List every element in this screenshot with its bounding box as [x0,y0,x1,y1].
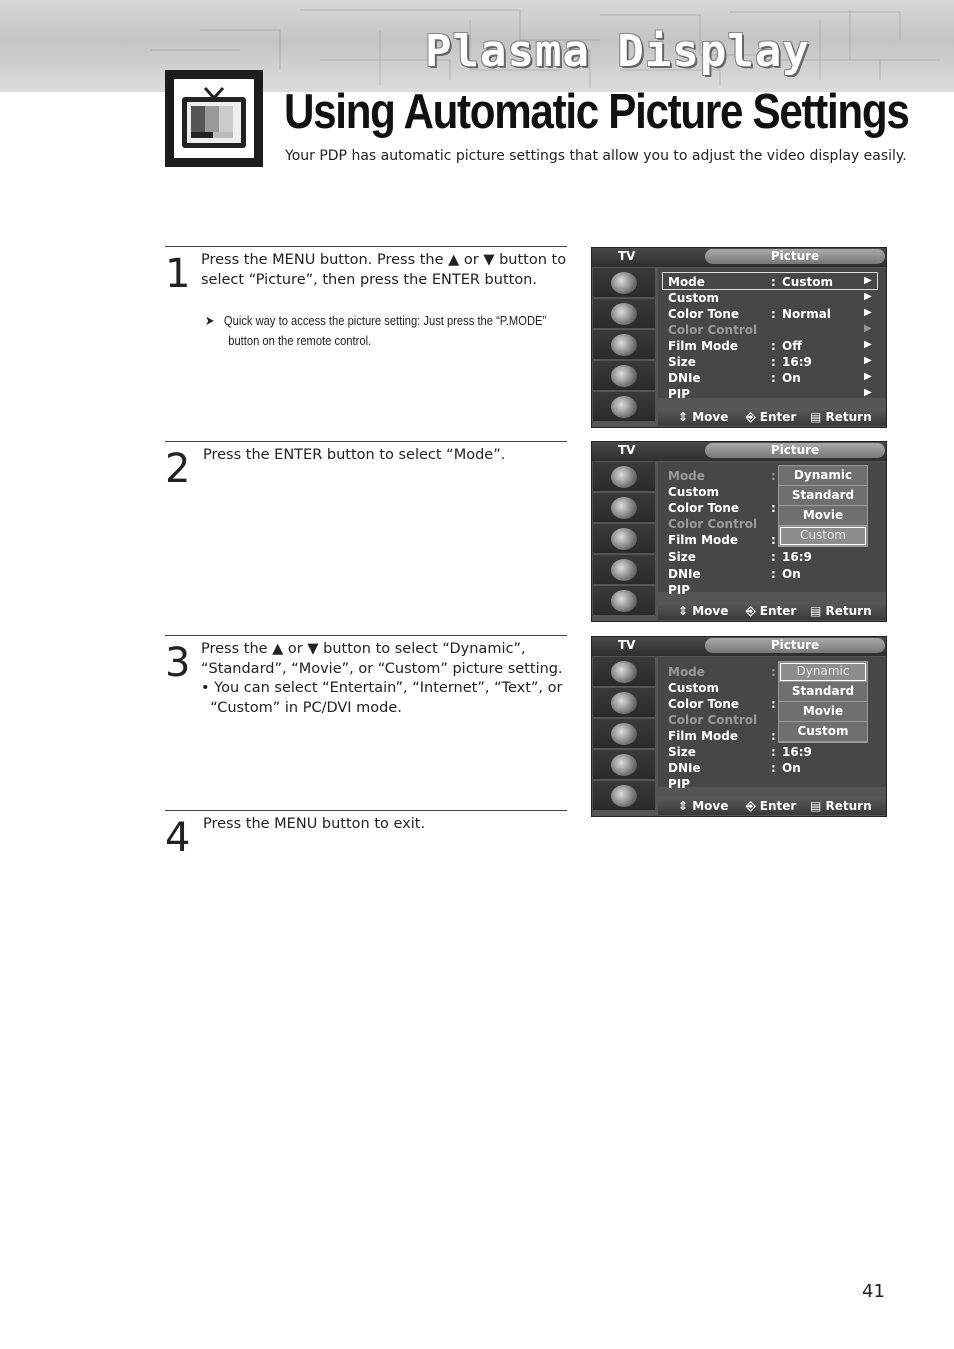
arrow-icon: ➤ [205,313,215,328]
step-text [201,640,563,718]
channel-icon [593,361,655,390]
setup-icon [593,781,655,810]
osd-tv-label: TV [618,443,636,457]
step-2 [165,441,567,632]
osd-sidebar [593,462,657,617]
return-hint: ▤ Return [810,799,872,813]
channel-icon [593,750,655,779]
step-number: 1 [165,251,191,297]
step-line: Press the ENTER button to select “Mode”. [203,447,506,463]
osd-menu: Mode : Custom Color Tone : Color Control Film Mode : Size : 16:9 DNIe : On PIP [658,462,886,592]
option-standard[interactable]: Standard [779,682,867,702]
osd-screen-1 [591,247,887,428]
osd-footer [658,408,886,426]
osd-menu: Mode : Custom Color Tone : Color Control Film Mode : Size : 16:9 DNIe : On PIP [658,657,886,787]
option-standard[interactable]: Standard [779,486,867,506]
osd-screen-2 [591,441,887,622]
osd-header [592,442,886,461]
step-line: Press the MENU button to exit. [203,816,426,832]
tv-settings-icon [165,70,263,167]
step-line: select “Picture”, then press the ENTER button. [201,271,537,288]
step-number: 2 [165,446,191,492]
step-text [203,815,425,835]
page-title: Using Automatic Picture Settings [284,85,909,139]
mode-dropdown[interactable] [778,465,868,547]
osd-tab-picture: Picture [705,249,885,264]
setup-icon [593,392,655,421]
step-text [201,251,566,290]
step-number: 3 [165,640,191,686]
step-text [203,446,505,466]
step-line: Press the ▲ or ▼ button to select “Dynamic”, [201,641,526,657]
setup-icon [593,586,655,615]
osd-header [592,248,886,267]
page-subtitle: Your PDP has automatic picture settings that allow you to adjust the video display easily. [285,148,907,164]
osd-sidebar [593,268,657,423]
enter-hint: ⎆ Enter [746,410,797,424]
step-line: Press the MENU button. Press the ▲ or ▼ button to [201,252,567,268]
move-hint: ⇕ Move [678,604,729,618]
step-1 [165,246,567,437]
option-custom[interactable]: Custom [779,526,867,546]
tip-note [205,311,549,351]
option-movie[interactable]: Movie [779,702,867,722]
header-banner [0,0,954,92]
move-hint: ⇕ Move [678,410,729,424]
enter-hint: ⎆ Enter [746,604,797,618]
osd-sidebar [593,657,657,812]
move-hint: ⇕ Move [678,799,729,813]
return-hint: ▤ Return [810,604,872,618]
enter-hint: ⎆ Enter [746,799,797,813]
step-line: “Standard”, “Movie”, or “Custom” picture setting. [201,660,563,677]
step-3 [165,635,567,806]
step-number: 4 [165,815,191,861]
osd-tv-label: TV [618,249,636,263]
option-custom[interactable]: Custom [779,722,867,742]
sound-icon [593,719,655,748]
page-number: 41 [862,1281,885,1302]
option-dynamic[interactable]: Dynamic [779,466,867,486]
note-line: Quick way to access the picture setting: Just press the “P.MODE” [223,313,547,328]
osd-tab-picture: Picture [705,443,885,458]
step-line: “Custom” in PC/DVI mode. [201,699,402,716]
osd-tv-label: TV [618,638,636,652]
note-line: button on the remote control. [228,333,372,348]
input-icon [593,462,655,491]
sound-icon [593,524,655,553]
option-movie[interactable]: Movie [779,506,867,526]
picture-icon [593,299,655,328]
return-hint: ▤ Return [810,410,872,424]
banner-title: Plasma Display [425,26,810,77]
input-icon [593,657,655,686]
channel-icon [593,555,655,584]
osd-footer [658,602,886,620]
input-icon [593,268,655,297]
picture-icon [593,688,655,717]
mode-dropdown[interactable] [778,661,868,743]
osd-screen-3 [591,636,887,817]
osd-menu: Mode : Custom ▶ Custom ▶ Color Tone : Normal ▶ Color Control ▶ Film Mode : Off ▶ Size : 16:9 ▶ DNIe : On ▶ PIP ▶ [658,268,886,398]
osd-header [592,637,886,656]
picture-icon [593,493,655,522]
step-4 [165,810,567,871]
osd-footer [658,797,886,815]
option-dynamic[interactable]: Dynamic [779,662,867,682]
sound-icon [593,330,655,359]
step-line: • You can select “Entertain”, “Internet”, “Text”, or [201,680,563,696]
osd-tab-picture: Picture [705,638,885,653]
